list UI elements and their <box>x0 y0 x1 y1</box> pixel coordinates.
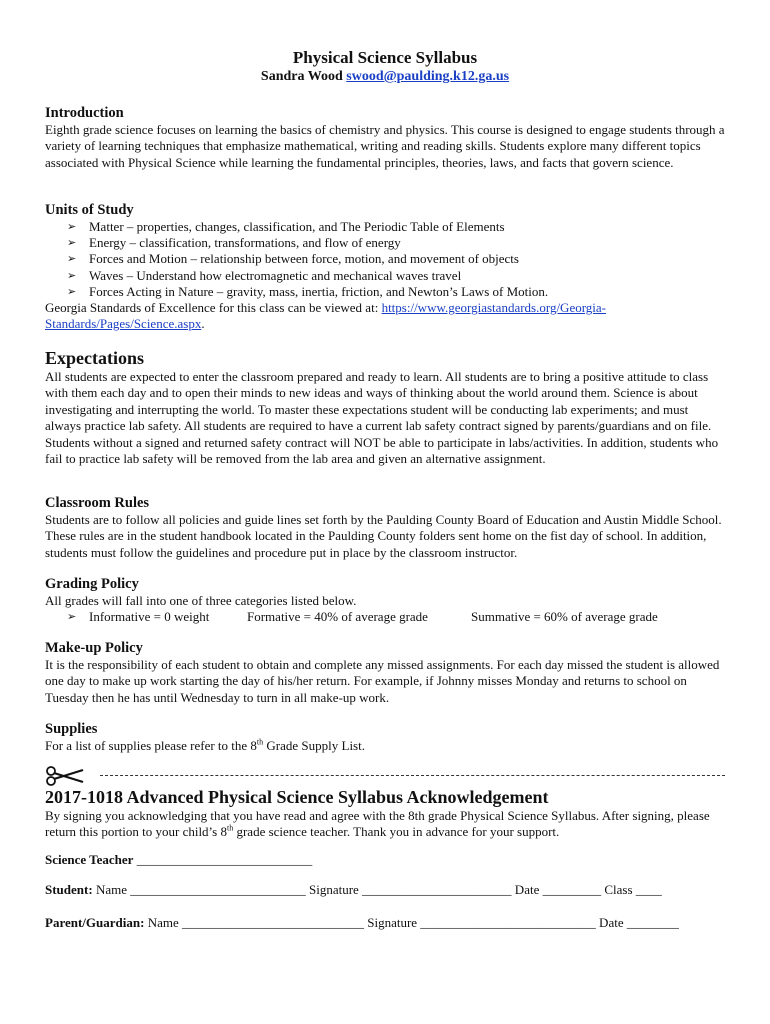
supplies-section <box>45 720 725 754</box>
supplies-heading: Supplies <box>45 721 98 737</box>
makeup-section <box>45 639 725 706</box>
arrow-bullet-icon: ➢ <box>67 252 77 266</box>
parent-fields[interactable]: Name ____________________________ Signature ___________________________ Date ________ <box>147 915 679 930</box>
introduction-heading: Introduction <box>45 105 124 121</box>
scissors-icon <box>45 766 85 786</box>
standards-link[interactable]: https://www.georgiastandards.org/Georgia- Standards/Pages/Science.aspx <box>45 300 607 332</box>
introduction-section <box>45 104 725 171</box>
makeup-text: It is the responsibility of each student to obtain and complete any missed assignments. For each day missed the student is allowed one day to make up work starting the day of his/her return. For example, if Johnny misses Monday and returns to school on Tuesday then he has until Wednesday to turn in all make-up work. <box>45 657 720 705</box>
student-label: Student: <box>45 882 93 897</box>
dashed-divider <box>100 775 725 776</box>
grading-section <box>45 575 725 625</box>
arrow-bullet-icon: ➢ <box>67 220 77 233</box>
list-item: ➢ Waves – Understand how electromagnetic and mechanical waves travel <box>67 267 462 283</box>
arrow-bullet-icon: ➢ <box>67 268 77 282</box>
classroom-rules-heading: Classroom Rules <box>45 495 150 511</box>
expectations-section <box>45 347 725 467</box>
standards-text: Georgia Standards of Excellence for this class can be viewed at: https://www.georgiastandards.org/Georgia- Standards/Pages/Science.aspx. <box>45 300 607 332</box>
supplies-text: For a list of supplies please refer to the 8th Grade Supply List. <box>45 737 365 753</box>
science-teacher-field[interactable] <box>45 852 725 868</box>
acknowledgement-heading: 2017-1018 Advanced Physical Science Syllabus Acknowledgement <box>45 787 549 807</box>
science-teacher-blank[interactable]: ___________________________ <box>136 852 313 867</box>
acknowledgement-text: By signing you acknowledging that you have read and agree with the 8th grade Physical Science Syllabus. After signing, please return this portion to your child’s 8th grade science teacher. Thank you in advance for your support. <box>45 808 710 840</box>
arrow-bullet-icon: ➢ <box>67 284 77 298</box>
parent-label: Parent/Guardian: <box>45 915 145 930</box>
list-item: ➢ Matter – properties, changes, classification, and The Periodic Table of Elements <box>67 219 505 234</box>
student-fields[interactable]: Name ___________________________ Signature _______________________ Date _________ Class ____ <box>95 882 662 897</box>
arrow-bullet-icon: ➢ <box>67 236 77 250</box>
introduction-text: Eighth grade science focuses on learning the basics of chemistry and physics. This course is designed to engage students through a variety of learning techniques that emphasize mathematical, writing and reading skills. Students explore many different topics associated with Physical Science while learning the fundamental principles, theories, laws, and facts that govern science. <box>45 122 725 170</box>
grading-heading: Grading Policy <box>45 576 139 592</box>
list-item: ➢ Forces Acting in Nature – gravity, mass, inertia, friction, and Newton’s Laws of Motion. <box>67 283 549 299</box>
formative-weight: Formative = 40% of average grade <box>247 609 428 625</box>
arrow-bullet-icon: ➢ <box>67 610 77 624</box>
list-item: ➢ Energy – classification, transformations, and flow of energy <box>67 235 401 251</box>
document-title: Physical Science Syllabus <box>292 48 478 67</box>
teacher-line <box>45 69 725 85</box>
parent-signature-row[interactable] <box>45 915 725 931</box>
expectations-heading: Expectations <box>45 348 144 368</box>
teacher-email-link[interactable]: swood@paulding.k12.ga.us <box>346 69 510 84</box>
teacher-name: Sandra Wood <box>260 69 343 84</box>
summative-weight: Summative = 60% of average grade <box>471 609 658 625</box>
grading-categories <box>45 609 725 625</box>
makeup-heading: Make-up Policy <box>45 640 143 656</box>
classroom-rules-text: Students are to follow all policies and guide lines set forth by the Paulding County Board of Education and Austin Middle School. These rules are in the student handbook located in the Paulding County folders sent home on the fist day of school. In addition, students must follow the guidelines and procedure put in place by the classroom instructor. <box>45 512 722 560</box>
student-signature-row[interactable] <box>45 882 725 898</box>
units-list <box>45 219 725 300</box>
acknowledgement-section <box>45 786 725 841</box>
units-section <box>45 201 725 333</box>
units-heading: Units of Study <box>45 202 134 218</box>
science-teacher-label: Science Teacher <box>45 852 134 867</box>
grading-intro: All grades will fall into one of three categories listed below. <box>45 593 357 608</box>
informative-weight: Informative = 0 weight <box>89 609 210 625</box>
list-item: ➢ Forces and Motion – relationship between force, motion, and movement of objects <box>67 251 519 267</box>
classroom-rules-section <box>45 494 725 561</box>
expectations-text: All students are expected to enter the classroom prepared and ready to learn. All students are to bring a positive attitude to class with them each day and to open their minds to new ideas and ways of thinking about the world around them. Science is about investigating and interrupting the world. To master these expectations student will be conducting lab experiments; and must always practice lab safety. All students are required to have a current lab safety contract signed by parents/guardians and on file. Students without a signed and returned safety contract will NOT be able to participate in labs/activities. In addition, students who fail to practice lab safety will be removed from the lab area and given an alternative assignment. <box>45 369 719 467</box>
cut-line <box>45 766 725 786</box>
